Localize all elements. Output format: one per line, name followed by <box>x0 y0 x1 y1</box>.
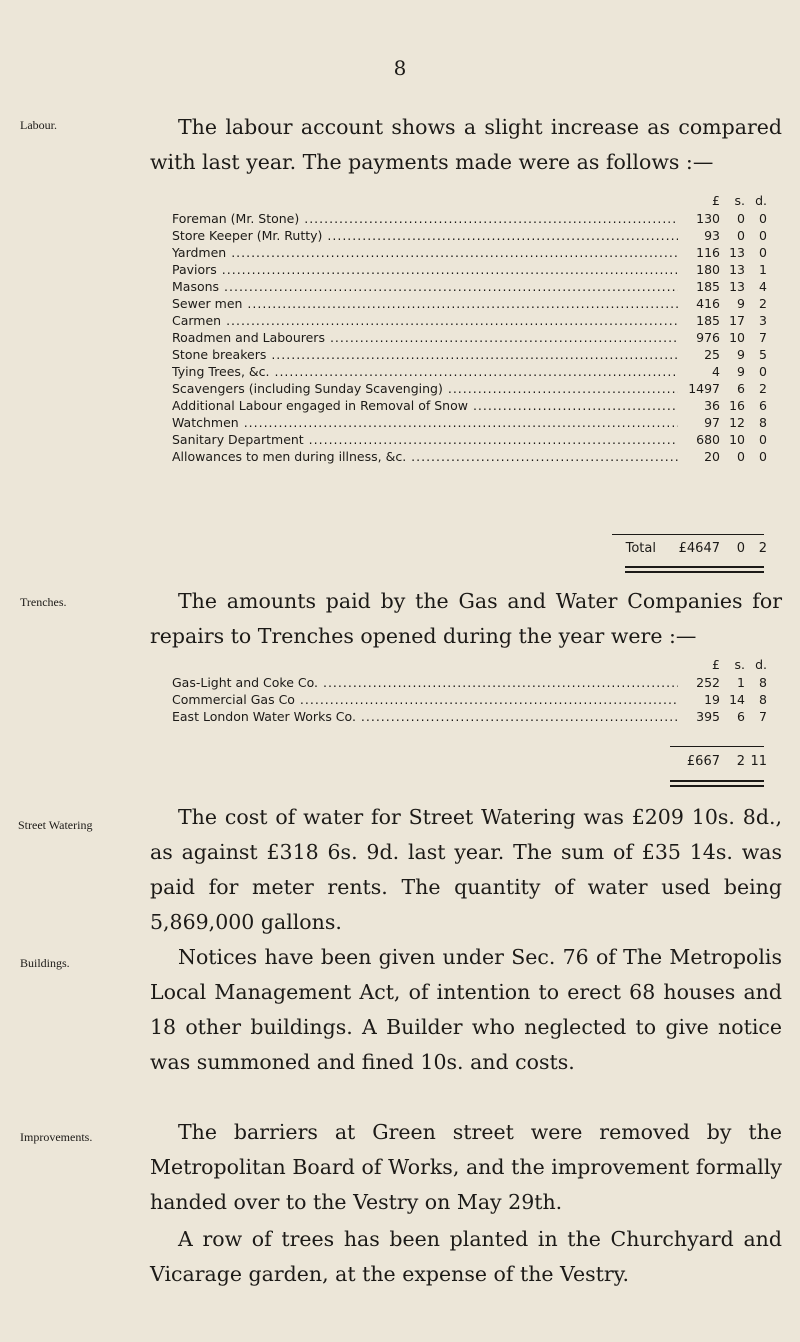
ledger-row-name: Paviors ..... <box>172 261 678 278</box>
ledger-row-shillings: 13 <box>729 279 745 294</box>
pence-header: d. <box>755 193 767 208</box>
ledger-row-pence: 0 <box>759 245 767 260</box>
ledger-row-pence: 7 <box>759 330 767 345</box>
margin-label-street-watering: Street Watering <box>18 818 93 832</box>
labour-intro: The labour account shows a slight increase as compared with last year. The payments made were as follows :— <box>150 115 782 174</box>
ledger-row-pounds: 185 <box>696 313 720 328</box>
trenches-total-pence: 11 <box>750 754 767 769</box>
ledger-row-shillings: 6 <box>737 381 745 396</box>
ledger-row-pence: 4 <box>759 279 767 294</box>
ledger-row-name: Tying Trees, &c. ..... <box>172 363 678 380</box>
ledger-row-pence: 7 <box>759 709 767 724</box>
shillings-header: s. <box>734 657 745 672</box>
ledger-row-pounds: 130 <box>696 211 720 226</box>
ledger-row-pounds: 4 <box>712 364 720 379</box>
ledger-row-pence: 8 <box>759 692 767 707</box>
trenches-total-double-rule <box>670 780 764 787</box>
ledger-row-name: Sanitary Department ..... <box>172 431 678 448</box>
ledger-row-pounds: 416 <box>696 296 720 311</box>
pounds-header: £ <box>712 657 720 672</box>
ledger-row <box>172 210 767 227</box>
ledger-row-pounds: 116 <box>696 245 720 260</box>
ledger-row <box>172 261 767 278</box>
pounds-header: £ <box>712 193 720 208</box>
ledger-row-pence: 0 <box>759 432 767 447</box>
ledger-row-shillings: 13 <box>729 262 745 277</box>
margin-label-improvements: Improvements. <box>20 1130 93 1144</box>
shillings-header: s. <box>734 193 745 208</box>
ledger-row-pence: 1 <box>759 262 767 277</box>
ledger-row-shillings: 0 <box>737 449 745 464</box>
ledger-row-name: Roadmen and Labourers ..... <box>172 329 678 346</box>
ledger-row <box>172 448 767 465</box>
ledger-row-pounds: 1497 <box>688 381 720 396</box>
trenches-total-shillings: 2 <box>736 754 745 769</box>
ledger-row <box>172 708 767 725</box>
ledger-row-pounds: 19 <box>704 692 720 707</box>
ledger-row-pence: 8 <box>759 415 767 430</box>
labour-total-pence: 2 <box>758 541 767 556</box>
improvements-text-2: A row of trees has been planted in the Churchyard and Vicarage garden, at the expense of the Vestry. <box>150 1227 782 1286</box>
ledger-row-pounds: 185 <box>696 279 720 294</box>
ledger-row-name: Yardmen ..... <box>172 244 678 261</box>
ledger-row-shillings: 1 <box>737 675 745 690</box>
ledger-row-shillings: 0 <box>737 211 745 226</box>
ledger-row <box>172 312 767 329</box>
ledger-row-pounds: 36 <box>704 398 720 413</box>
labour-total-label: Total <box>625 541 656 556</box>
ledger-row-pounds: 97 <box>704 415 720 430</box>
improvements-text-1: The barriers at Green street were removed by the Metropolitan Board of Works, and the improvement formally handed over to the Vestry on May 29th. <box>150 1120 782 1214</box>
labour-total-pounds: £4647 <box>678 541 720 556</box>
ledger-row-shillings: 10 <box>729 432 745 447</box>
buildings-text: Notices have been given under Sec. 76 of The Metropolis Local Management Act, of intention to erect 68 houses and 18 other buildings. A Builder who neglected to give notice was summoned and fined 10s. and costs. <box>150 945 782 1074</box>
labour-column-headers <box>172 192 767 210</box>
pence-header: d. <box>755 657 767 672</box>
ledger-row-pence: 0 <box>759 228 767 243</box>
ledger-row-name: East London Water Works Co. ..... <box>172 708 678 725</box>
ledger-row-shillings: 6 <box>737 709 745 724</box>
ledger-row-pence: 5 <box>759 347 767 362</box>
labour-total <box>172 537 767 561</box>
ledger-row <box>172 329 767 346</box>
ledger-row <box>172 431 767 448</box>
ledger-row-pounds: 25 <box>704 347 720 362</box>
labour-total-rule <box>612 534 764 535</box>
ledger-row-pounds: 680 <box>696 432 720 447</box>
labour-total-shillings: 0 <box>736 541 745 556</box>
ledger-row-pounds: 93 <box>704 228 720 243</box>
ledger-row-shillings: 9 <box>737 296 745 311</box>
ledger-row-pence: 6 <box>759 398 767 413</box>
ledger-row-name: Gas-Light and Coke Co. ..... <box>172 674 678 691</box>
ledger-row <box>172 278 767 295</box>
ledger-row <box>172 346 767 363</box>
margin-label-labour: Labour. <box>20 118 57 132</box>
ledger-row-pounds: 976 <box>696 330 720 345</box>
ledger-row-name: Allowances to men during illness, &c. ..... <box>172 448 678 465</box>
ledger-row-name: Masons ..... <box>172 278 678 295</box>
ledger-row <box>172 691 767 708</box>
ledger-row-shillings: 9 <box>737 347 745 362</box>
margin-label-buildings: Buildings. <box>20 956 70 970</box>
ledger-row-name: Foreman (Mr. Stone) ..... <box>172 210 678 227</box>
page-number: 8 <box>393 56 407 80</box>
ledger-row-shillings: 14 <box>729 692 745 707</box>
ledger-row-pounds: 180 <box>696 262 720 277</box>
ledger-row-name: Commercial Gas Co ..... <box>172 691 678 708</box>
ledger-row <box>172 380 767 397</box>
ledger-row-pence: 0 <box>759 211 767 226</box>
ledger-row-pence: 8 <box>759 675 767 690</box>
ledger-row <box>172 674 767 691</box>
ledger-row <box>172 363 767 380</box>
trenches-total <box>172 750 767 774</box>
margin-label-trenches: Trenches. <box>20 595 67 609</box>
ledger-row-shillings: 9 <box>737 364 745 379</box>
ledger-row-shillings: 17 <box>729 313 745 328</box>
ledger-row-shillings: 12 <box>729 415 745 430</box>
ledger-row-shillings: 0 <box>737 228 745 243</box>
ledger-row-name: Stone breakers ..... <box>172 346 678 363</box>
ledger-row-name: Additional Labour engaged in Removal of Snow ..... <box>172 397 678 414</box>
ledger-row-shillings: 13 <box>729 245 745 260</box>
ledger-row-pounds: 395 <box>696 709 720 724</box>
labour-ledger <box>172 192 767 465</box>
street-watering-text: The cost of water for Street Watering was £209 10s. 8d., as against £318 6s. 9d. last year. The sum of £35 14s. was paid for meter rents. The quantity of water used being 5,869,000 gallons. <box>150 805 782 934</box>
ledger-row-pounds: 252 <box>696 675 720 690</box>
ledger-row-pounds: 20 <box>704 449 720 464</box>
ledger-row <box>172 295 767 312</box>
ledger-row-shillings: 16 <box>729 398 745 413</box>
ledger-row <box>172 244 767 261</box>
ledger-row <box>172 414 767 431</box>
labour-rows <box>172 210 767 465</box>
ledger-row-pence: 0 <box>759 364 767 379</box>
trenches-column-headers <box>172 656 767 674</box>
trenches-ledger <box>172 656 767 725</box>
ledger-row-pence: 2 <box>759 381 767 396</box>
ledger-row-name: Watchmen ..... <box>172 414 678 431</box>
labour-total-double-rule <box>625 566 764 573</box>
ledger-row <box>172 397 767 414</box>
ledger-row-pence: 0 <box>759 449 767 464</box>
ledger-row-pence: 2 <box>759 296 767 311</box>
trenches-rows <box>172 674 767 725</box>
ledger-row-shillings: 10 <box>729 330 745 345</box>
ledger-row <box>172 227 767 244</box>
trenches-total-rule <box>670 746 764 747</box>
trenches-intro: The amounts paid by the Gas and Water Companies for repairs to Trenches opened during the year were :— <box>150 589 782 648</box>
ledger-row-pence: 3 <box>759 313 767 328</box>
ledger-row-name: Store Keeper (Mr. Rutty) ..... <box>172 227 678 244</box>
ledger-row-name: Carmen ..... <box>172 312 678 329</box>
trenches-total-pounds: £667 <box>686 754 720 769</box>
ledger-row-name: Scavengers (including Sunday Scavenging) ..... <box>172 380 678 397</box>
ledger-row-name: Sewer men ..... <box>172 295 678 312</box>
